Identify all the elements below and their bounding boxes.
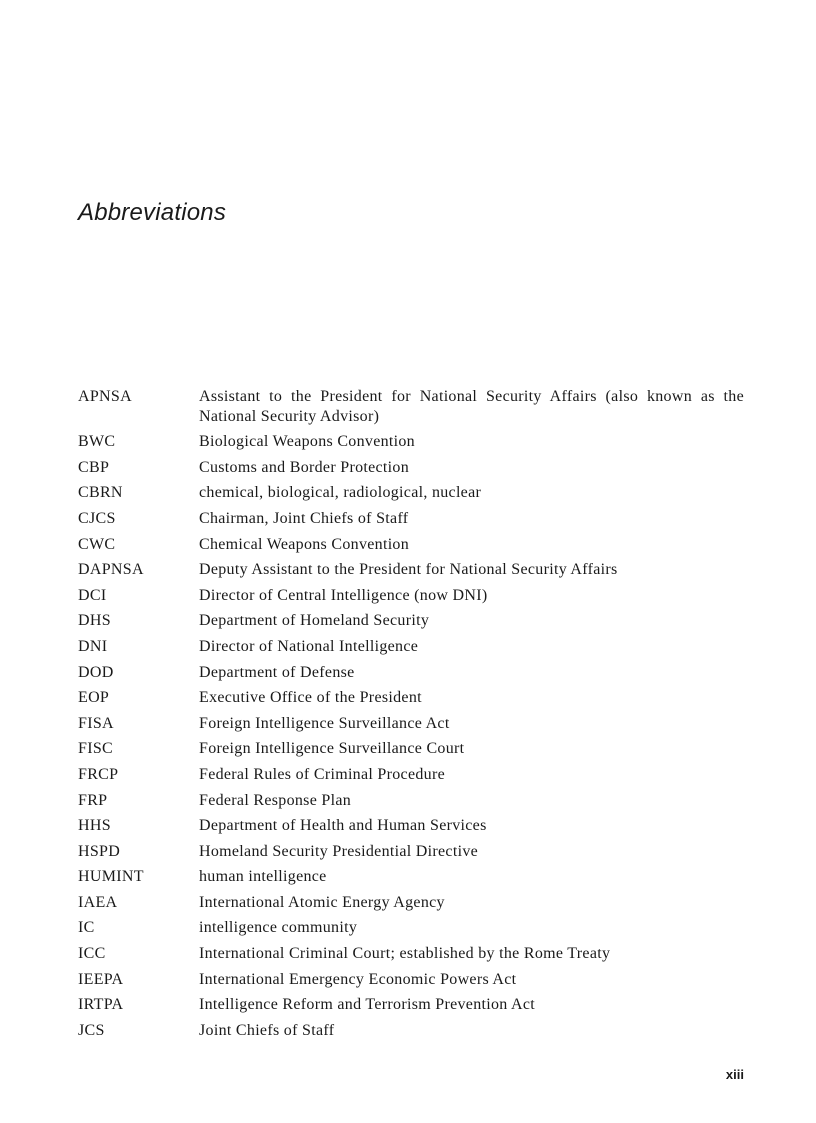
abbreviation-term: CWC — [78, 535, 116, 553]
abbreviation-entry — [78, 842, 744, 862]
abbreviation-definition: Assistant to the President for National Security Affairs (also known as the National Security Advisor) — [199, 388, 744, 425]
abbreviation-entry — [78, 688, 744, 708]
abbreviation-definition: International Atomic Energy Agency — [199, 893, 445, 911]
abbreviation-term: FRCP — [78, 765, 119, 783]
abbreviation-entry — [78, 1021, 744, 1041]
abbreviation-entry — [78, 483, 744, 503]
abbreviation-definition: Executive Office of the President — [199, 689, 422, 707]
abbreviation-term: HSPD — [78, 842, 121, 860]
abbreviation-definition: Department of Homeland Security — [199, 612, 430, 630]
abbreviation-entry — [78, 714, 744, 734]
abbreviation-entry — [78, 387, 744, 426]
abbreviation-definition: human intelligence — [199, 868, 327, 886]
abbreviation-entry — [78, 586, 744, 606]
abbreviation-term: BWC — [78, 433, 116, 451]
abbreviation-term: DOD — [78, 663, 114, 681]
page-number: xiii — [725, 1067, 744, 1082]
abbreviation-entry — [78, 918, 744, 938]
abbreviation-entry — [78, 637, 744, 657]
abbreviation-definition: Biological Weapons Convention — [199, 433, 415, 451]
abbreviation-definition: Foreign Intelligence Surveillance Act — [199, 714, 450, 732]
abbreviation-term: DNI — [78, 637, 108, 655]
abbreviation-definition: Deputy Assistant to the President for National Security Affairs — [199, 561, 618, 579]
abbreviation-entry — [78, 765, 744, 785]
abbreviation-definition: chemical, biological, radiological, nuclear — [199, 484, 482, 502]
abbreviation-term: FISA — [78, 714, 114, 732]
abbreviation-term: FRP — [78, 791, 108, 809]
abbreviation-term: DAPNSA — [78, 561, 144, 579]
abbreviation-entry — [78, 560, 744, 580]
abbreviation-definition: International Criminal Court; established by the Rome Treaty — [199, 945, 611, 963]
abbreviations-list — [78, 387, 744, 1046]
abbreviation-entry — [78, 432, 744, 452]
abbreviation-term: IEEPA — [78, 970, 124, 988]
abbreviation-entry — [78, 509, 744, 529]
abbreviation-term: HHS — [78, 817, 111, 835]
page-title: Abbreviations — [78, 199, 227, 226]
abbreviation-entry — [78, 458, 744, 478]
abbreviation-definition: Chemical Weapons Convention — [199, 535, 410, 553]
abbreviation-term: CBP — [78, 458, 110, 476]
abbreviation-definition: Department of Defense — [199, 663, 355, 681]
abbreviation-definition: Intelligence Reform and Terrorism Prevention Act — [199, 996, 536, 1014]
abbreviation-term: ICC — [78, 945, 106, 963]
abbreviation-definition: Joint Chiefs of Staff — [199, 1021, 335, 1039]
abbreviation-term: FISC — [78, 740, 113, 758]
abbreviation-term: IC — [78, 919, 95, 937]
abbreviation-definition: Federal Rules of Criminal Procedure — [199, 765, 445, 783]
abbreviation-entry — [78, 611, 744, 631]
abbreviation-definition: Federal Response Plan — [199, 791, 352, 809]
abbreviation-definition: Department of Health and Human Services — [199, 817, 487, 835]
abbreviation-term: DCI — [78, 586, 107, 604]
abbreviation-entry — [78, 970, 744, 990]
abbreviation-definition: Director of Central Intelligence (now DNI) — [199, 586, 488, 604]
abbreviation-term: IAEA — [78, 893, 118, 911]
abbreviation-definition: Customs and Border Protection — [199, 458, 410, 476]
abbreviation-entry — [78, 535, 744, 555]
abbreviation-definition: Foreign Intelligence Surveillance Court — [199, 740, 465, 758]
abbreviation-definition: intelligence community — [199, 919, 358, 937]
abbreviation-entry — [78, 739, 744, 759]
abbreviation-term: IRTPA — [78, 996, 124, 1014]
abbreviation-entry — [78, 791, 744, 811]
abbreviation-term: APNSA — [78, 388, 132, 405]
abbreviation-definition: Director of National Intelligence — [199, 637, 419, 655]
abbreviation-definition: Homeland Security Presidential Directive — [199, 842, 479, 860]
abbreviation-term: HUMINT — [78, 868, 144, 886]
abbreviation-definition: International Emergency Economic Powers Act — [199, 970, 517, 988]
abbreviation-entry — [78, 995, 744, 1015]
abbreviation-definition: Chairman, Joint Chiefs of Staff — [199, 509, 409, 527]
abbreviation-term: EOP — [78, 689, 110, 707]
abbreviation-entry — [78, 816, 744, 836]
abbreviation-term: JCS — [78, 1021, 105, 1039]
abbreviation-entry — [78, 944, 744, 964]
abbreviation-term: CJCS — [78, 509, 116, 527]
abbreviation-term: CBRN — [78, 484, 123, 502]
abbreviation-entry — [78, 893, 744, 913]
abbreviation-term: DHS — [78, 612, 111, 630]
abbreviation-entry — [78, 867, 744, 887]
abbreviation-entry — [78, 663, 744, 683]
